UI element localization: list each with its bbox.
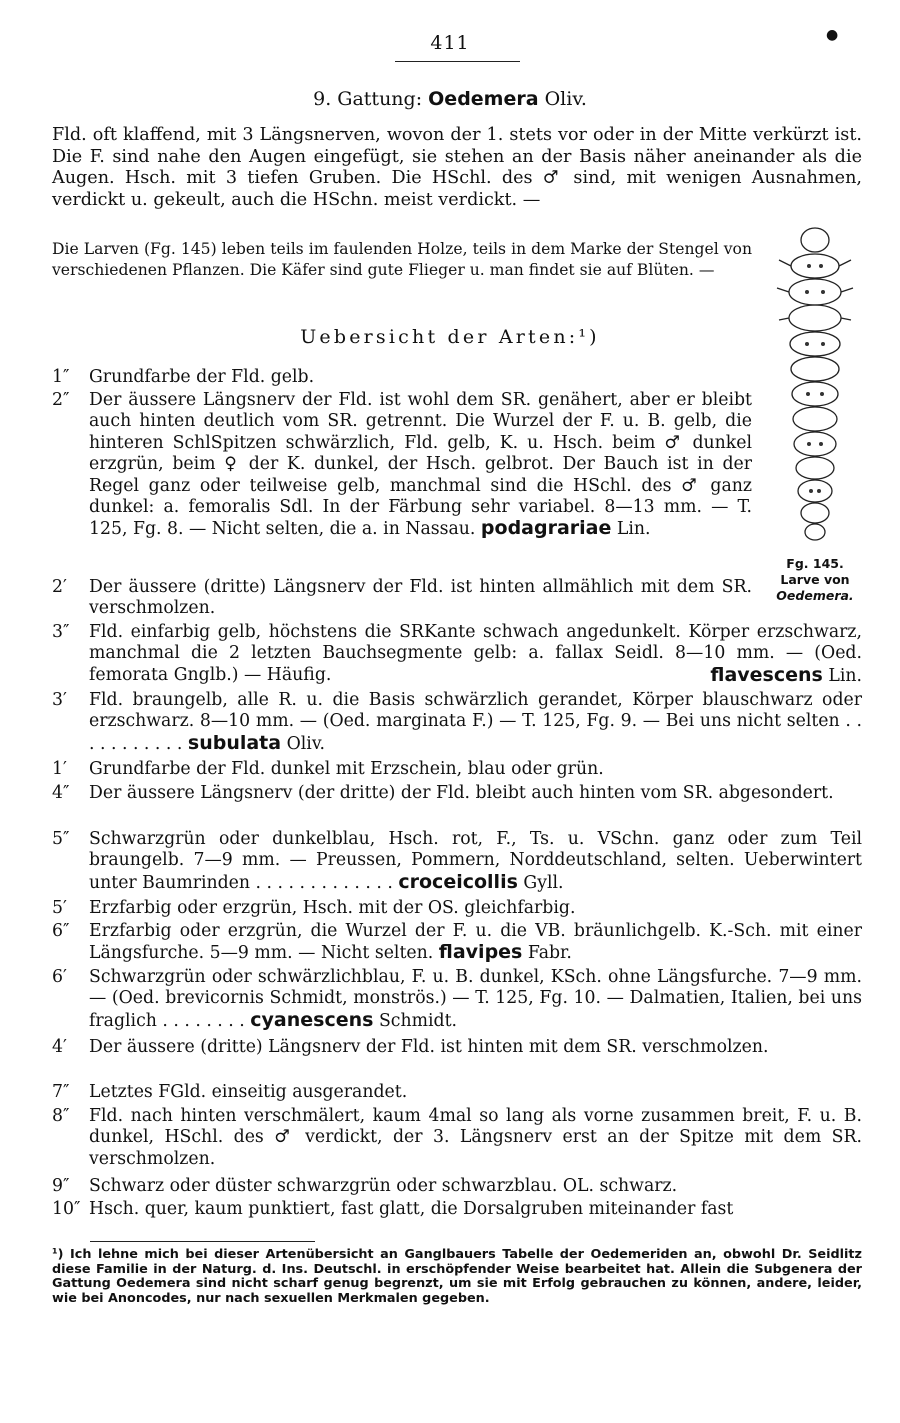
key-row: 5″ Schwarzgrün oder dunkelblau, Hsch. rot, F., Ts. u. VSchn. ganz oder zum Teil braungelb. 7—9 mm. — Preussen, Pommern, Norddeutschland, selten. Ueberwintert unter Baumrinden . . . . . . . . . . . . . croceicollis Gyll. [52,829,862,893]
species-name: flavescens [710,663,823,686]
genus-name: Oedemera [428,88,539,110]
key-row: 3″ Fld. einfarbig gelb, höchstens die SRKante schwach angedunkelt. Körper erzschwarz, manchmal die 2 letzten Bauchsegmente gelb: a. fallax Seidl. 8—10 mm. — (Oed. femorata Gnglb.) — Häufig. flavescens Lin. [52,622,862,686]
key-row: 4″ Der äussere Längsnerv (der dritte) der Fld. bleibt auch hinten vom SR. abgesondert. [52,783,834,803]
key-row: 2″ Der äussere Längsnerv der Fld. ist wohl dem SR. genähert, aber er bleibt auch hinten deutlich vom SR. getrennt. Die Wurzel der F. u. B. gelb, die hinteren SchlSpitzen schwärzlich, Fld. gelb, K. u. Hsch. beim ♂ dunkel erzgrün, beim ♀ der K. dunkel, der Hsch. gelbrot. Der Bauch ist in der Regel ganz oder teilweise gelb, manchmal sind die HSchl. des ♂ ganz dunkel: a. femoralis Sdl. In der Färbung sehr variabel. 8—13 mm. — T. 125, Fg. 8. — Nicht selten, die a. in Nassau. podagrariae Lin. [52,390,752,540]
larva-illustration [775,222,855,552]
key-row: 5′ Erzfarbig oder erzgrün, Hsch. mit der OS. gleichfarbig. [52,898,576,918]
species-name: cyanescens [250,1008,374,1031]
larvae-paragraph: Die Larven (Fg. 145) leben teils im faulenden Holze, teils in dem Marke der Stengel von verschiedenen Pflanzen. Die Käfer sind gute Flieger u. man findet sie auf Blüten. — [52,240,752,279]
ink-dot: ● [826,27,839,43]
figure-caption-line-1: Fg. 145. [786,556,844,571]
key-row: 1″ Grundfarbe der Fld. gelb. [52,367,315,387]
key-row: 2′ Der äussere (dritte) Längsnerv der Fld. ist hinten allmählich mit dem SR. verschmolzen. [52,577,752,619]
key-row: 4′ Der äussere (dritte) Längsnerv der Fld. ist hinten mit dem SR. verschmolzen. [52,1037,769,1057]
species-name: flavipes [438,941,523,964]
key-row: 10″ Hsch. quer, kaum punktiert, fast glatt, die Dorsalgruben miteinander fast [52,1199,734,1219]
key-row: 1′ Grundfarbe der Fld. dunkel mit Erzschein, blau oder grün. [52,759,604,779]
genus-author: Oliv. [544,88,587,110]
footnote: ¹) Ich lehne mich bei dieser Artenübersicht an Ganglbauers Tabelle der Oedemeriden an, obwohl Dr. Seidlitz diese Familie in der Naturg. d. Ins. Deutschl. in erschöpfender Weise bearbeitet hat. Allein die Subgenera der Gattung Oedemera sind nicht scharf genug begrenzt, um sie mit Erfolg gebrauchen zu können, andere, leider, wie bei Anoncodes, nur nach sexuellen Merkmalen gegeben. [52,1247,862,1306]
key-row: 9″ Schwarz oder düster schwarzgrün oder schwarzblau. OL. schwarz. [52,1176,678,1196]
footnote-rule [90,1241,315,1242]
species-name: subulata [187,731,282,754]
key-row: 7″ Letztes FGld. einseitig ausgerandet. [52,1082,408,1102]
figure-caption-line-3: Oedemera. [776,588,854,603]
page-number: 411 [430,32,470,54]
key-row: 8″ Fld. nach hinten verschmälert, kaum 4mal so lang als vorne zusammen breit, F. u. B. dunkel, HSchl. des ♂ verdickt, der 3. Längsnerv erst an der Spitze mit dem SR. verschmolzen. [52,1106,862,1169]
overview-title: Uebersicht der Arten:¹) [300,326,600,348]
figure-caption [770,556,860,604]
species-name: podagrariae [480,517,612,540]
key-row: 6″ Erzfarbig oder erzgrün, die Wurzel der F. u. die VB. bräunlichgelb. K.-Sch. mit einer Längsfurche. 5—9 mm. — Nicht selten. flavipes Fabr. [52,921,862,964]
key-row: 6′ Schwarzgrün oder schwärzlichblau, F. u. B. dunkel, KSch. ohne Längsfurche. 7—9 mm. — (Oed. brevicornis Schmidt, monströs.) — T. 125, Fg. 10. — Dalmatien, Italien, bei uns fraglich . . . . . . . . cyanescens Schmidt. [52,967,862,1031]
genus-heading [0,88,900,110]
key-row: 3′ Fld. braungelb, alle R. u. die Basis schwärzlich gerandet, Körper blauschwarz oder erzschwarz. 8—10 mm. — (Oed. marginata F.) — T. 125, Fg. 9. — Bei uns nicht selten . . . . . . . . . . . subulata Oliv. [52,690,862,754]
header-rule [395,61,520,62]
species-name: croceicollis [398,870,518,893]
intro-paragraph: Fld. oft klaffend, mit 3 Längsnerven, wovon der 1. stets vor oder in der Mitte verkürzt ist. Die F. sind nahe den Augen eingefügt, sie stehen an der Basis näher aneinander als die Augen. Hsch. mit 3 tiefen Gruben. Die HSchl. des ♂ sind, mit wenigen Ausnahmen, verdickt u. gekeult, auch die HSchn. meist verdickt. — [52,125,862,210]
figure-caption-line-2: Larve von [780,572,850,587]
genus-prefix: 9. Gattung: [313,88,423,110]
